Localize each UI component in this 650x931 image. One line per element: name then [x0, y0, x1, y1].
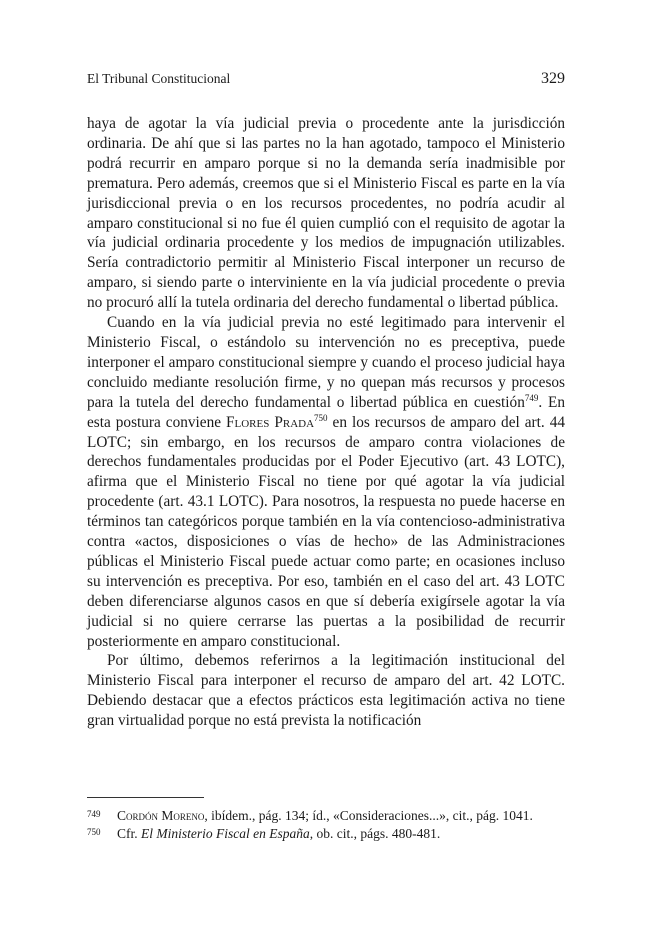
- body-text: [87, 114, 565, 731]
- paragraph-2-part-c: en los recursos de amparo del art. 44 LOTC; sin embargo, en los recursos de amparo contra violaciones de derechos fundamentales producidas por el Poder Ejecutivo (art. 43 LOTC), afirma que el Ministerio Fiscal no tiene por qué agotar la vía judicial procedente (art. 43.1 LOTC). Para nosotros, la respuesta no puede hacerse en términos tan categóricos porque también en la vía contencioso-administrativa contra «actos, disposiciones o vías de hecho» de las Administraciones públicas el Ministerio Fiscal puede actuar como parte; en ocasiones incluso su intervención es preceptiva. Por eso, también en el caso del art. 43 LOTC deben diferenciarse algunos casos en que sí debería exigírsele agotar la vía judicial si no quiere cerrarse las puertas a la posibilidad de recurrir posteriormente en amparo constitucional.: [87, 413, 565, 650]
- paragraph-2-part-b: . En esta postura conviene: [87, 393, 565, 431]
- footnote-text: [117, 807, 565, 825]
- paragraph-3: Por último, debemos referirnos a la legitimación institucional del Ministerio Fiscal para interponer el recurso de amparo del art. 42 LOTC. Debiendo destacar que a efectos prácticos esta legitimación activa no tiene gran virtualidad porque no está prevista la notificación: [87, 652, 565, 730]
- footnote-citation: , ob. cit., págs. 480-481.: [309, 825, 441, 841]
- footnotes: [87, 807, 565, 842]
- cited-author: Flores Prada: [226, 413, 315, 431]
- footnote-number: 750: [87, 826, 101, 837]
- footnote-title: El Ministerio Fiscal en España: [141, 825, 310, 841]
- footnote-text: [117, 825, 565, 843]
- paragraph-2: [87, 313, 565, 651]
- footnote-ref-749[interactable]: 749: [524, 392, 539, 403]
- paragraph-2-part-a: Cuando en la vía judicial previa no esté legitimado para intervenir el Ministerio Fiscal, o estándolo su intervención no es preceptiva, puede interponer el amparo constitucional siempre y cuando el proceso judicial haya concluido mediante resolución firme, y no quepan más recursos y procesos para la tutela del derecho fundamental o libertad pública en cuestión: [87, 314, 565, 411]
- running-header: [87, 70, 565, 92]
- footnote-number: 749: [87, 809, 101, 819]
- footnote-ref-750[interactable]: 750: [314, 412, 328, 423]
- footnote-citation: , ibídem., pág. 134; íd., «Consideraciones...», cit., pág. 1041.: [204, 808, 533, 823]
- page-number: 329: [541, 70, 565, 87]
- footnote-prefix: Cfr.: [117, 825, 142, 841]
- footnote-author: Cordón Moreno: [117, 808, 205, 823]
- footnote-divider: [87, 797, 204, 798]
- running-title: El Tribunal Constitucional: [87, 71, 231, 86]
- footnote-750: [87, 825, 565, 843]
- paragraph-1: haya de agotar la vía judicial previa o procedente ante la jurisdicción ordinaria. De ahí que si las partes no la han agotado, tampoco el Ministerio podrá recurrir en amparo porque si no la demanda sería inadmisible por prematura. Pero además, creemos que si el Ministerio Fiscal es parte en la vía jurisdiccional previa o en los recursos procedentes, no podría acudir al amparo constitucional si no fue él quien cumplió con el requisito de agotar la vía judicial ordinaria procedente y los medios de impugnación utilizables. Sería contradictorio permitir al Ministerio Fiscal interponer un recurso de amparo, si siendo parte o interviniente en la vía judicial procedente o previa no procuró allí la tutela ordinaria del derecho fundamental o libertad pública.: [87, 115, 565, 312]
- footnote-749: [87, 807, 565, 825]
